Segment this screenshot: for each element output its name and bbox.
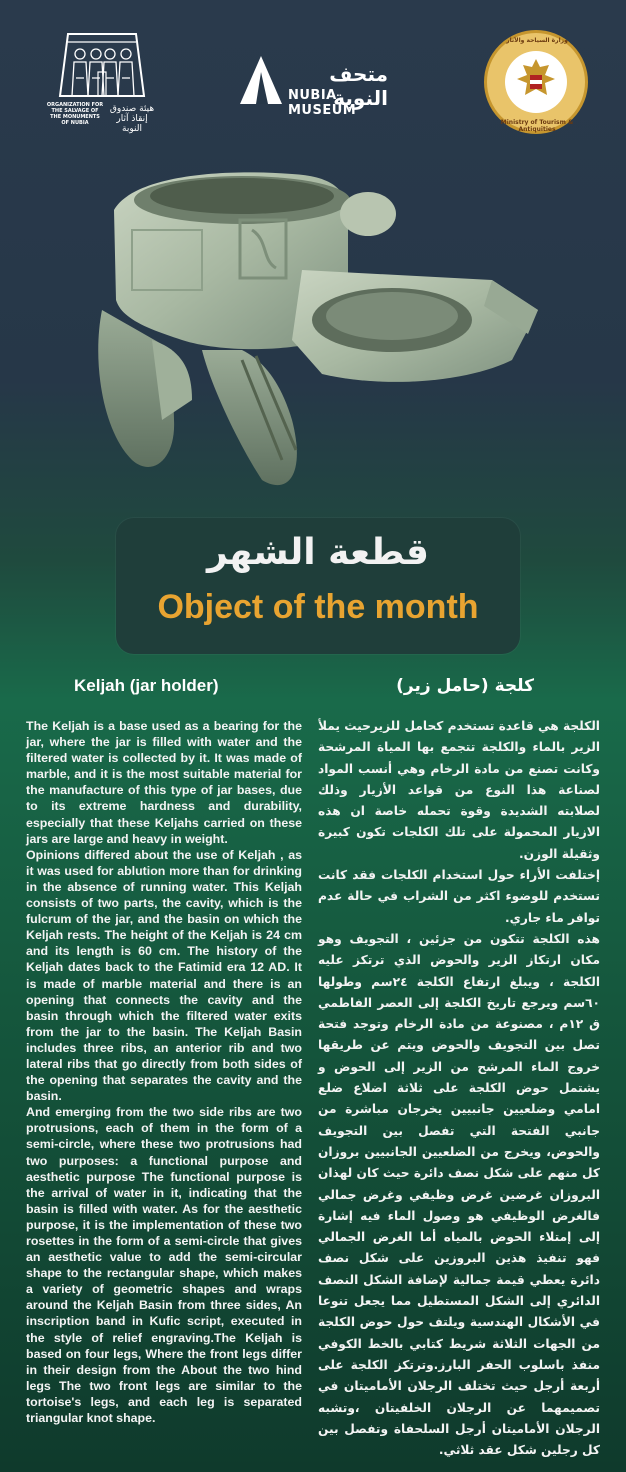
organization-logo <box>46 28 158 132</box>
eagle-emblem-icon <box>505 51 567 113</box>
body-paragraph-en: Opinions differed about the use of Keljah , as it was used for ablution more than for drinking in the absence of running water. This Keljah consists of two parts, the cavity, which is the fulcrum of the jar, and the basin on which the Keljah rests. The height of the Keljah is 24 cm and its length is 60 cm. The history of the Keljah dates back to the Fatimid era 12 AD. It is made of marble material and there is an opening that connects the cavity and the basin through which the filtered water exits from the jar to the basin. The Keljah Basin includes three ribs, an anterior rib and two lateral ribs that go directly from both sides of the opening that separates the cavity and the basin. <box>26 847 302 1104</box>
museum-name-en: NUBIA MUSEUM <box>288 88 357 118</box>
organization-name-en: ORGANIZATION FOR THE SALVAGE OF THE MONUMENTS OF NUBIA <box>46 102 104 126</box>
section-heading-ar: كلجة (حامل زير) <box>396 676 534 696</box>
body-text-en <box>26 718 302 1426</box>
title-english: Object of the month <box>157 588 479 626</box>
museum-triangle-icon <box>238 54 284 106</box>
body-paragraph-ar: إختلفت الأراء حول استخدام الكلجات فقد كانت تستخدم للوضوء اكثر من الشراب في حالة عدم توافر ماء جاري. <box>318 868 600 925</box>
body-paragraph-ar: هذه الكلجة تتكون من جزئين ، التجويف وهو مكان ارتكاز الزير والحوض الذي ترتكز عليه الكلجة ، ويبلغ ارتفاع الكلجة ٢٤سم وطولها ٦٠سم ويرجع تاريخ الكلجة إلى العصر الفاطمي ق ١٢م ، مصنوعة من مادة الرخام وتوجد فتحة تصل بين التجويف والحوض ويتم عن طريقها خروج الماء المرشح من الزير إلى الحوض و يشتمل حوض الكلجة على ثلاثة اضلاع ضلع امامي وضلعيين جانبيين يخرجان مباشرة من جانبي الفتحة التي تفصل بين التجويف والحوض، ويخرج من الضلعيين الجانبيين بروزان كل منهم على شكل نصف دائرة حيث كان لهذان البروزان غرضين غرض وظيفي وغرض جمالي فالغرض الوظيفي هو وصول الماء فيه إشارة إلى إمتلاء الحوض بالمياه أما الغرض الجمالي فهو تنفيذ هذين البروزين على شكل نصف دائرة يعطي قيمة جمالية لإضافة الشكل النصف الدائري إلى الشكل المستطيل مما يجعل تنوعا في الأشكال الهندسية ويلتف حول حوض الكلجة من الجهات الثلاثة شريط كتابي بالخط الكوفي منفذ باسلوب الحفر البارز.وترتكز الكلجة على أربعة أرجل حيث تختلف الرجلان الأماميتان في تصميمهما عن الرجلان الخلفيتان ،وتشبه الرجلان الأماميتان أرجل السلحفاة وتفصل بين كل رجلين شكل عقد ثلاثي. <box>318 931 601 1458</box>
nubia-museum-logo <box>238 52 388 118</box>
organization-name-ar: هيئة صندوق إنقاذ آثار النوبة <box>109 104 155 134</box>
title-box <box>116 518 520 654</box>
abu-simbel-temple-icon <box>54 28 150 98</box>
museum-name-ar: متحف النوبة <box>329 62 388 110</box>
ministry-logo <box>484 30 588 134</box>
title-arabic: قطعة الشهر <box>207 532 429 573</box>
section-heading-en: Keljah (jar holder) <box>74 676 219 695</box>
body-paragraph-en: The Keljah is a base used as a bearing for the jar, where the jar is filled with water and the filtered water is collected by it. It was made of marble, and it is the most suitable material for the manufacture of this type of jar bases, due to its extreme hardness and durability, especially that these Keljahs carried on these jars are large and heavy in weight. <box>26 719 302 846</box>
keljah-artifact-image <box>92 160 542 500</box>
body-paragraph-en: And emerging from the two side ribs are two protrusions, each of them in the form of a semi-circle, where these two protrusions had two purposes: a functional purpose and aesthetic purpose The functional purpose is the arrival of water in it, indicating that the basin is filled with water. As for the aesthetic purpose, it is the implementation of these two rosettes in the form of a semi-circle that gives an aesthetic value to add the semi-circular shape to the rectangular shape, which makes a variety of geometric shapes and wraps around the Keljah Basin from three sides, An inscription band in Kufic script, executed in the style of relief engraving.The Keljah is based on four legs, Where the front legs differ in their design from the About the two hind legs The two front legs are similar to the tortoise's legs, and each leg is separated triangular knot shape. <box>26 1105 302 1426</box>
ministry-name-en: Ministry of Tourism & Antiquities <box>500 119 574 133</box>
ministry-name-ar: وزارة السياحة والآثار <box>506 37 568 44</box>
body-paragraph-ar: الكلجة هي قاعدة تستخدم كحامل للزيرحيث يملأ الزير بالماء والكلجة تتجمع بها المياة المرشحة وكانت تصنع من مادة الرخام وهي أنسب المواد لصناعة هذا النوع من قواعد الأزيار وذلك لصلابته الشديدة وقوة تحمله خاصة ان هذه الازيار المحمولة على تلك الكلجات تكون كبيرة وثقيلة الوزن. <box>318 719 600 861</box>
body-text-ar <box>318 716 600 1461</box>
